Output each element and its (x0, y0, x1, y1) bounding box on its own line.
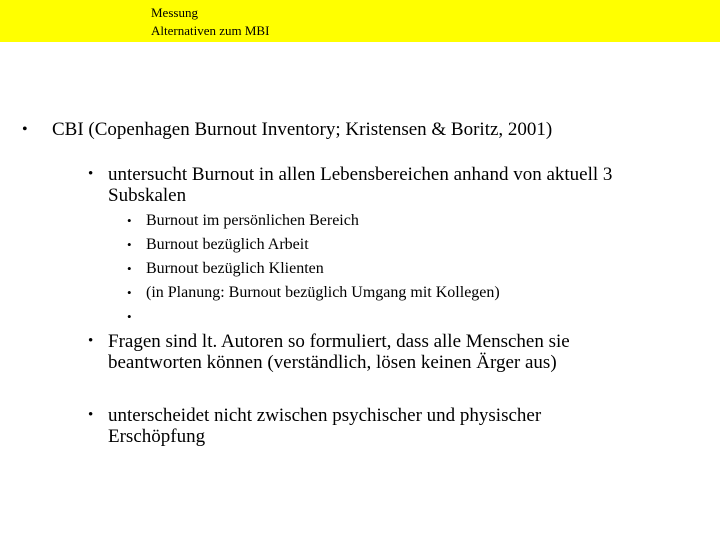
subscale-item-text: Burnout bezüglich Arbeit (146, 236, 309, 253)
bullet-dot-icon: • (127, 309, 132, 324)
subscale-item-text: Burnout im persönlichen Bereich (146, 212, 359, 229)
sub-bullet-1-text: untersucht Burnout in allen Lebensbereichen anhand von aktuell 3 Subskalen (108, 164, 613, 206)
bullet-dot-icon: • (127, 213, 132, 228)
subscale-item-text: (in Planung: Burnout bezüglich Umgang mit Kollegen) (146, 284, 500, 301)
bullet-dot-icon: • (88, 407, 94, 423)
main-bullet-text: CBI (Copenhagen Burnout Inventory; Kristensen & Boritz, 2001) (52, 119, 553, 140)
subscale-item-text: Burnout bezüglich Klienten (146, 260, 324, 277)
slide-header (0, 0, 720, 42)
header-title: Messung (151, 5, 198, 20)
header-subtitle: Alternativen zum MBI (151, 23, 270, 38)
bullet-dot-icon: • (88, 333, 94, 349)
bullet-dot-icon: • (127, 285, 132, 300)
bullet-dot-icon: • (127, 237, 132, 252)
bullet-dot-icon: • (88, 166, 94, 182)
sub-bullet-3-text: unterscheidet nicht zwischen psychischer und physischer Erschöpfung (108, 405, 542, 447)
bullet-dot-icon: • (22, 121, 28, 138)
bullet-dot-icon: • (127, 261, 132, 276)
sub-bullet-2-text: Fragen sind lt. Autoren so formuliert, dass alle Menschen sie beantworten können (verständlich, lösen keinen Ärger aus) (108, 331, 570, 373)
